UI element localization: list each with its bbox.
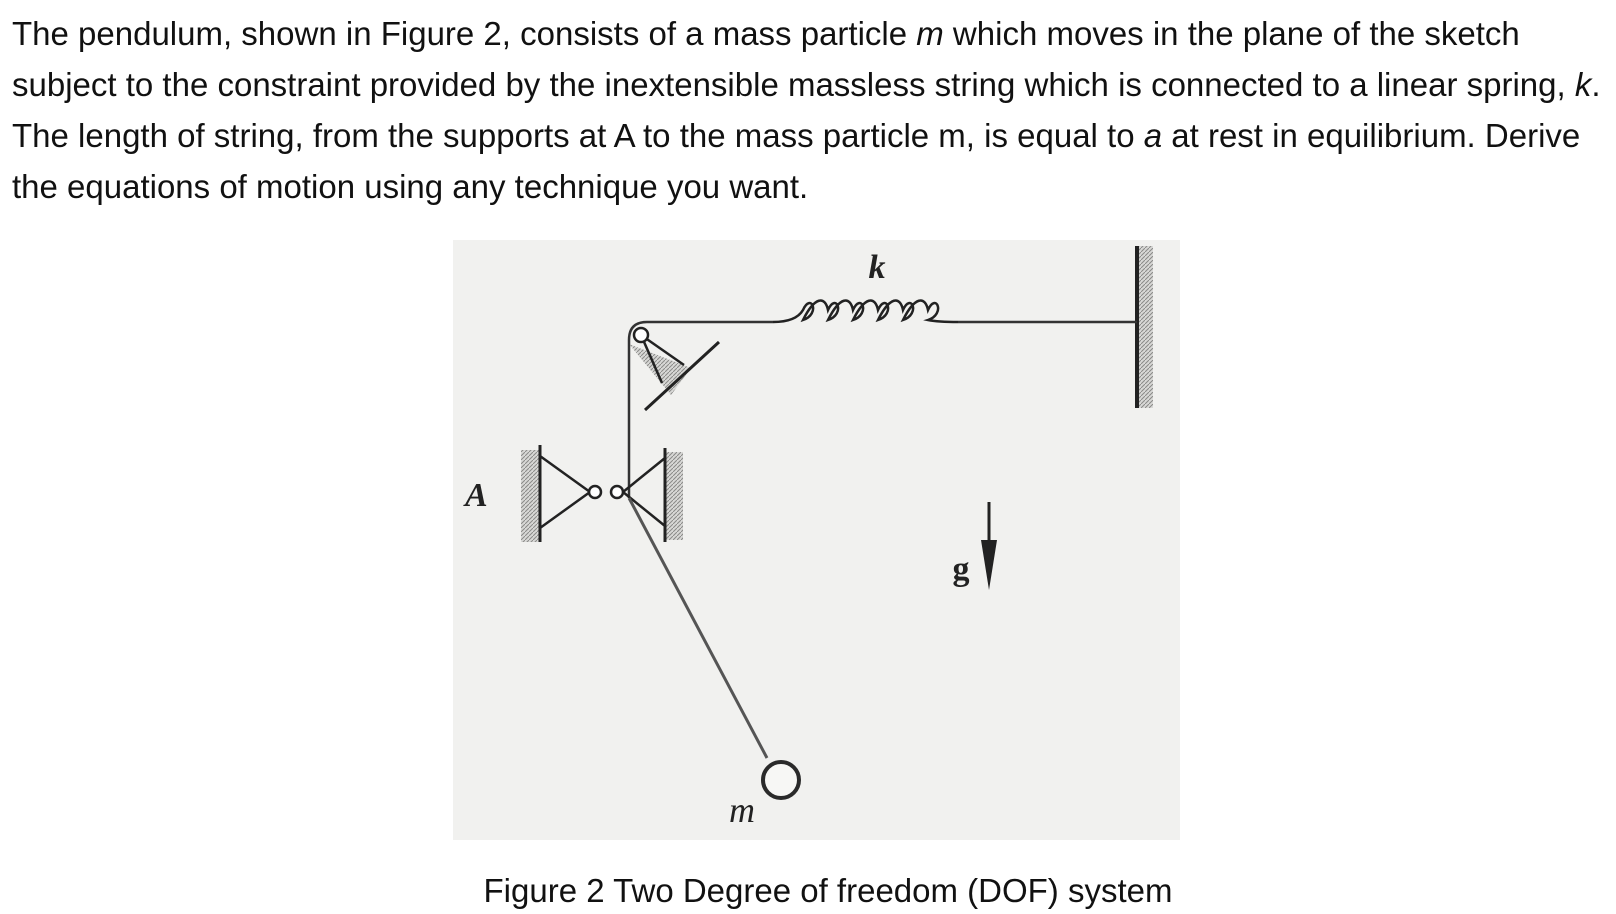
string <box>629 322 1137 498</box>
mass-symbol: m <box>916 15 944 52</box>
figure-caption: Figure 2 Two Degree of freedom (DOF) system <box>483 872 1173 909</box>
problem-text-1: The pendulum, shown in Figure 2, consists of a mass particle <box>12 15 917 52</box>
top-pulley <box>634 328 648 342</box>
problem-statement <box>12 8 1602 212</box>
mass-label: m <box>729 790 755 830</box>
gravity-label: g <box>952 551 970 588</box>
support-a <box>521 445 683 542</box>
support-label: A <box>465 477 488 514</box>
pendulum-diagram <box>453 240 1180 840</box>
top-pulley-support <box>629 328 719 410</box>
pendulum-string <box>629 498 767 758</box>
spring <box>773 301 958 322</box>
left-pulley <box>589 486 601 498</box>
mass-particle <box>763 762 799 798</box>
problem-text-4: at rest in equilibrium. Derive the equations of motion using any technique you want. <box>12 117 1581 205</box>
right-pulley <box>611 486 623 498</box>
problem-text-3: . The length of string, from the supports at A to the mass particle m, is equal to <box>12 66 1601 154</box>
spring-constant-symbol: k <box>1574 66 1592 103</box>
problem-text-2: which moves in the plane of the sketch subject to the constraint provided by the inextensible massless string which is connected to a linear spring, <box>12 15 1575 103</box>
spring-label: k <box>868 249 886 286</box>
length-symbol: a <box>1143 117 1163 154</box>
gravity-arrow-icon <box>981 502 997 590</box>
pendulum-figure <box>453 240 1180 840</box>
right-wall <box>1137 246 1153 408</box>
